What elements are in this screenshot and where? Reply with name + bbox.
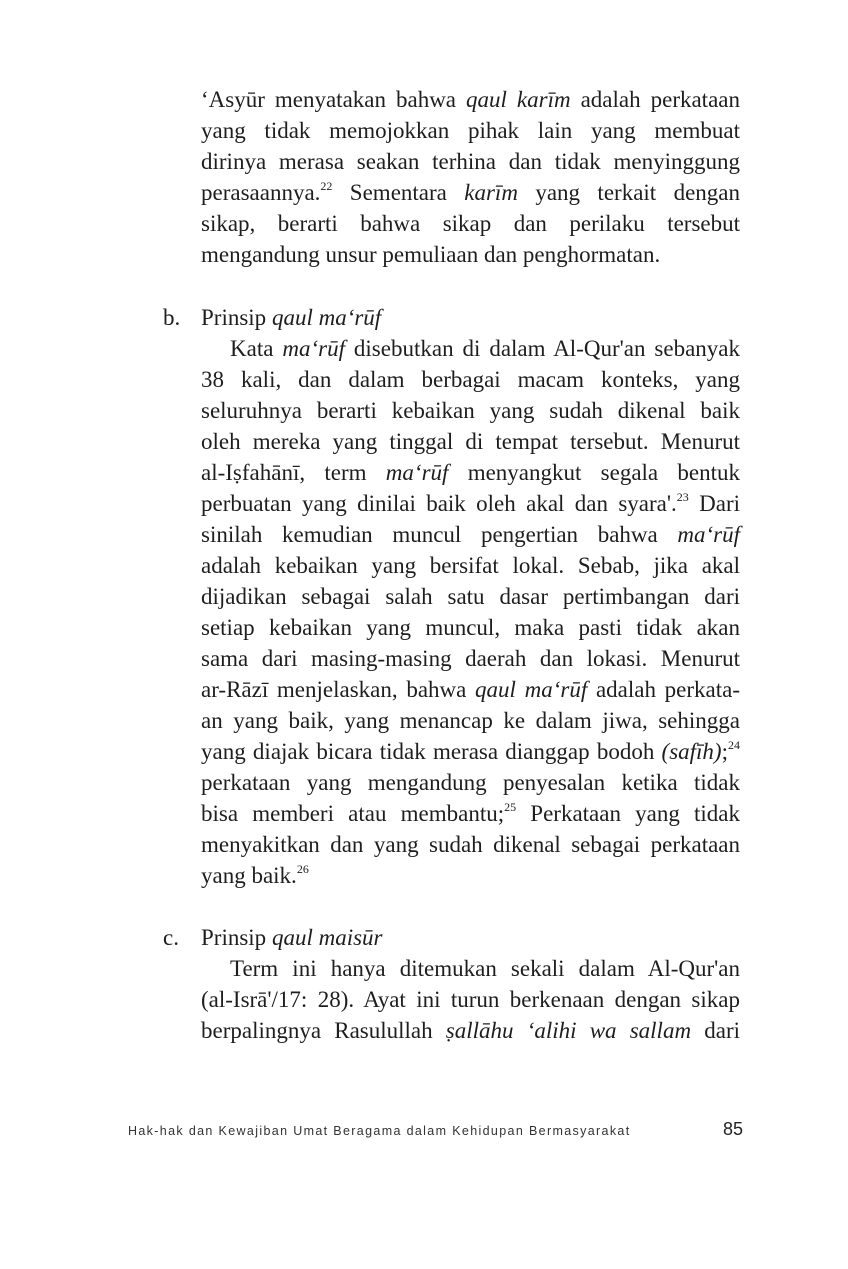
footnote-ref: 24: [728, 738, 740, 752]
section-term: qaul ma‘rūf: [271, 305, 382, 330]
text-line: 38 kali, dan dalam berbagai macam konteks, yang: [201, 367, 740, 392]
text-line: perbuatan yang dinilai baik oleh akal dan syara'.$^{23}$ Dari: [201, 490, 740, 516]
text-line: oleh mereka yang tinggal di tempat tersebut. Menurut: [201, 429, 740, 454]
section-letter: b.: [163, 305, 181, 330]
section-b-heading: b. Prinsip qaul ma‘rūf: [163, 302, 381, 333]
term-italic: ṣallāhu ‘alihi wa sallam: [445, 1018, 692, 1043]
text-line: sikap, berarti bahwa sikap dan perilaku tersebut: [201, 211, 740, 236]
section-term: qaul maisūr: [271, 925, 383, 950]
footnote-ref: 26: [296, 862, 309, 876]
text-line: an yang baik, yang menancap ke dalam jiwa, sehingga: [201, 708, 740, 733]
text-line: al-Iṣfahānī, term ma‘rūf menyangkut segala bentuk: [201, 460, 741, 485]
text-line: ‘Asyūr menyatakan bahwa qaul karīm adalah perkataan: [201, 87, 740, 112]
text-line: Kata ma‘rūf disebutkan di dalam Al-Qur'an sebanyak: [230, 336, 740, 361]
text-line: menyakitkan dan yang sudah dikenal sebagai perkataan: [201, 832, 740, 857]
term-italic: ma‘rūf: [385, 460, 449, 485]
text-line: perasaannya.$^{22}$ Sementara karīm yang terkait dengan: [201, 179, 740, 205]
term-italic: (safīh): [661, 739, 722, 764]
section-letter: c.: [163, 925, 179, 950]
section-c-paragraph: [201, 953, 740, 1046]
text-line: (al-Isrā'/17: 28). Ayat ini turun berkenaan dengan sikap: [201, 987, 740, 1012]
text-line: ar-Rāzī menjelaskan, bahwa qaul ma‘rūf adalah perkata-: [201, 677, 740, 702]
section-c-heading: c. Prinsip qaul maisūr: [163, 922, 382, 953]
text-line: yang tidak memojokkan pihak lain yang membuat: [201, 118, 740, 143]
running-footer: Hak-hak dan Kewajiban Umat Beragama dalam Kehidupan Bermasyarakat: [128, 1124, 631, 1138]
text-line: berpalingnya Rasulullah ṣallāhu ‘alihi wa sallam dari: [201, 1018, 740, 1043]
text-line: yang baik.$^{26}$: [201, 862, 309, 888]
page-number: 85: [723, 1119, 744, 1139]
term-italic: qaul karīm: [466, 87, 571, 112]
term-italic: karīm: [464, 180, 518, 205]
term-italic: ma‘rūf: [677, 522, 740, 547]
text-line: bisa memberi atau membantu;$^{25}$ Perkataan yang tidak: [201, 800, 740, 826]
term-italic: ma‘rūf: [282, 336, 345, 361]
text-line: dijadikan sebagai salah satu dasar pertimbangan dari: [201, 584, 740, 609]
text-line: dirinya merasa seakan terhina dan tidak menyinggung: [201, 149, 740, 174]
text-line: setiap kebaikan yang muncul, maka pasti tidak akan: [201, 615, 740, 640]
text-line: yang diajak bicara tidak merasa dianggap bodoh (safīh);$^{24}$: [201, 738, 740, 764]
footnote-ref: 25: [504, 800, 517, 814]
section-b-paragraph: [201, 333, 740, 891]
text-line: perkataan yang mengandung penyesalan ketika tidak: [201, 770, 740, 795]
text-line: Term ini hanya ditemukan sekali dalam Al-Qur'an: [230, 956, 740, 981]
footnote-ref: 22: [320, 179, 333, 193]
text-line: sama dari masing-masing daerah dan lokasi. Menurut: [201, 646, 740, 671]
text-line: sinilah kemudian muncul pengertian bahwa ma‘rūf: [201, 522, 740, 547]
text-line: mengandung unsur pemuliaan dan penghormatan.: [201, 242, 661, 267]
footnote-ref: 23: [676, 490, 689, 504]
term-italic: qaul ma‘rūf: [475, 677, 588, 702]
text-line: adalah kebaikan yang bersifat lokal. Sebab, jika akal: [201, 553, 740, 578]
intro-paragraph: [201, 84, 740, 270]
text-line: seluruhnya berarti kebaikan yang sudah dikenal baik: [201, 398, 740, 423]
